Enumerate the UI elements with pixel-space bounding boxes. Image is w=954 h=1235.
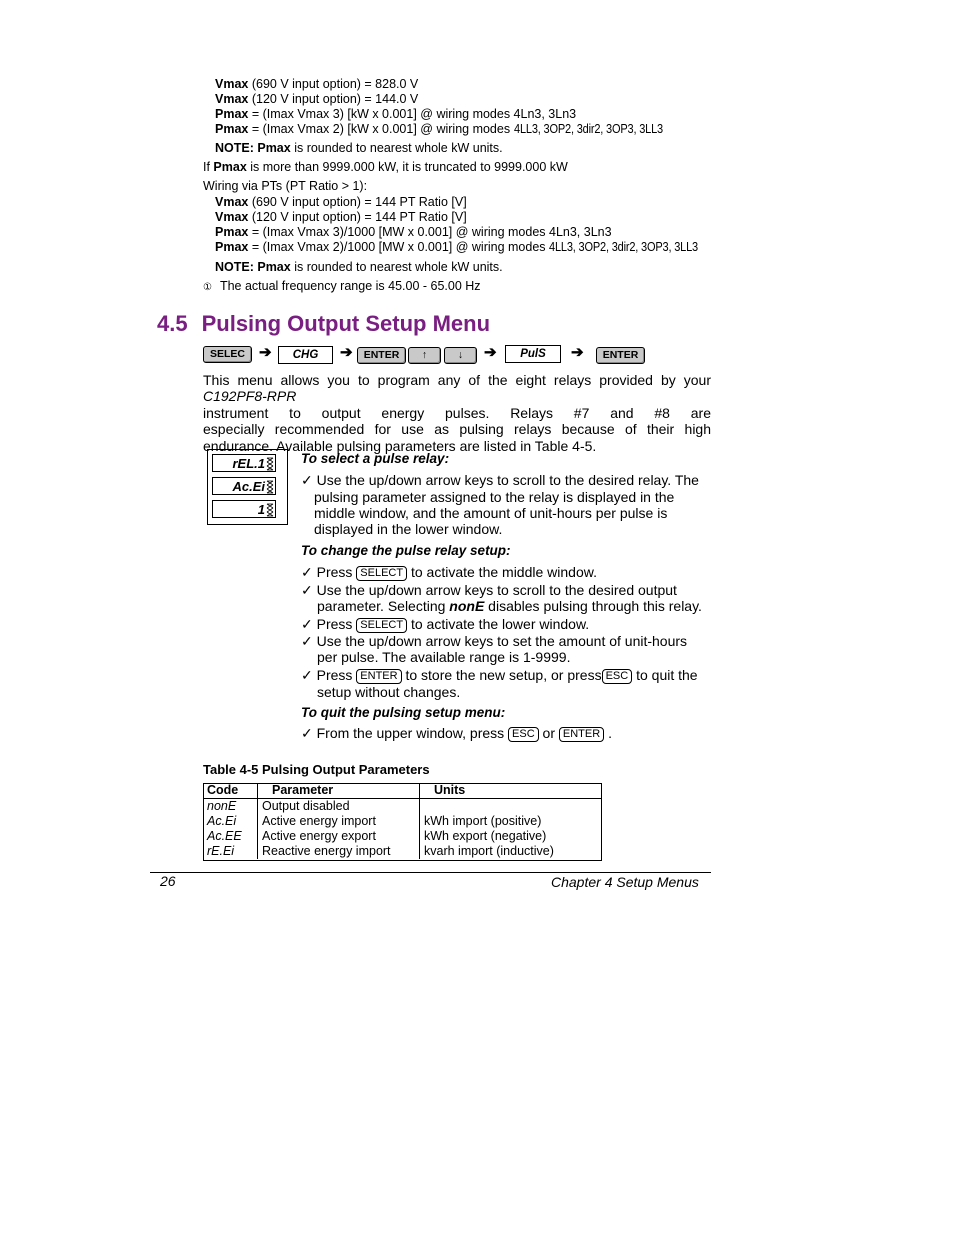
puls-box: PulS (505, 345, 561, 363)
down-arrow-icon: ↓ (457, 349, 464, 361)
change-step-2-cont: parameter. Selecting nonE disables pulsing through this relay. (317, 598, 702, 614)
right-arrow-icon: ➔ (259, 344, 272, 361)
table-row (203, 799, 601, 815)
note-rounding-1: NOTE: Pmax is rounded to nearest whole kW units. (215, 141, 503, 155)
header-code: Code (203, 783, 258, 799)
scroll-updown-icon (266, 503, 274, 517)
scroll-updown-icon (266, 457, 274, 471)
pulsing-parameters-table (203, 783, 601, 859)
select-relay-step-cont: displayed in the lower window. (314, 521, 503, 537)
header-parameter: Parameter (258, 783, 420, 799)
right-arrow-icon: ➔ (484, 344, 497, 361)
enter-key[interactable]: ENTER (559, 727, 604, 742)
units-cell: kWh import (positive) (424, 814, 542, 828)
change-step-1: ✓ Press SELECT to activate the middle window. (301, 564, 597, 580)
enter-key[interactable]: ENTER (596, 347, 645, 364)
select-relay-step-cont: middle window, and the amount of unit-hours per pulse is (314, 505, 668, 521)
right-arrow-icon: ➔ (571, 344, 584, 361)
enter-key[interactable]: ENTER (357, 347, 406, 364)
code-cell: Ac.Ei (203, 814, 258, 829)
select-key[interactable]: SELECT (356, 566, 407, 581)
table-caption: Table 4-5 Pulsing Output Parameters (203, 762, 430, 777)
chapter-label: Chapter 4 Setup Menus (551, 874, 699, 890)
vmax-690-line: Vmax (690 V input option) = 828.0 V (215, 77, 419, 91)
up-arrow-key[interactable] (408, 347, 441, 364)
display-upper-window: rEL.1 (212, 454, 276, 472)
chg-box: CHG (278, 346, 333, 364)
section-heading: 4.5 Pulsing Output Setup Menu (157, 311, 491, 336)
units-cell: kWh export (negative) (424, 829, 547, 843)
display-middle-window: Ac.Ei (212, 477, 276, 495)
esc-key[interactable]: ESC (508, 727, 539, 742)
truncation-line: If Pmax is more than 9999.000 kW, it is truncated to 9999.000 kW (203, 160, 568, 174)
code-cell: nonE (203, 799, 258, 815)
pmax-3-line: Pmax = (Imax Vmax 3) [kW x 0.001] @ wiring modes 4Ln3, 3Ln3 (215, 107, 577, 121)
change-step-4: ✓ Use the up/down arrow keys to set the amount of unit-hours (301, 633, 688, 649)
parameter-cell: Active energy export (258, 829, 420, 844)
table-row (203, 829, 601, 844)
vmax-120-line: Vmax (120 V input option) = 144.0 V (215, 92, 419, 106)
pmax-2-line: Pmax = (Imax Vmax 2) [kW x 0.001] @ wiring modes 4LL3, 3OP2, 3dir2, 3OP3, 3LL3 (215, 122, 663, 136)
selec-key[interactable]: SELEC (203, 346, 252, 363)
down-arrow-key[interactable] (444, 347, 477, 364)
frequency-footnote: ① The actual frequency range is 45.00 - 65.00 Hz (203, 279, 481, 293)
select-relay-step-cont: pulsing parameter assigned to the relay is displayed in the (314, 489, 675, 505)
select-relay-heading: To select a pulse relay: (301, 451, 450, 466)
change-step-5-cont: setup without changes. (317, 684, 461, 700)
code-cell: Ac.EE (203, 829, 258, 844)
change-step-5: ✓ Press ENTER to store the new setup, or press ESC to quit the (301, 667, 698, 683)
footer-rule (150, 872, 711, 873)
change-step-2: ✓ Use the up/down arrow keys to scroll to the desired output (301, 582, 677, 598)
intro-paragraph: This menu allows you to program any of the eight relays provided by your C192PF8-RPR instrument to output energy pulses. Relays #7 and #8 are especially recommended for use as pulsing relays because of their high endurance. Available pulsing parameters are listed in Table 4-5. (203, 372, 711, 454)
select-relay-step: ✓ Use the up/down arrow keys to scroll to the desired relay. The (301, 472, 699, 488)
display-panel (207, 449, 288, 525)
right-arrow-icon: ➔ (340, 344, 353, 361)
parameter-cell: Reactive energy import (258, 844, 420, 859)
table-row (203, 814, 601, 829)
table-row (203, 844, 601, 859)
parameter-cell: Active energy import (258, 814, 420, 829)
code-cell: rE.Ei (203, 844, 258, 859)
table-header-row (203, 783, 601, 799)
quit-step: ✓ From the upper window, press ESC or ENTER . (301, 725, 612, 741)
esc-key[interactable]: ESC (602, 669, 633, 684)
vmax-690-pt-line: Vmax (690 V input option) = 144 PT Ratio [V] (215, 195, 467, 209)
wiring-pts-line: Wiring via PTs (PT Ratio > 1): (203, 179, 368, 193)
display-lower-window: 1 (212, 500, 276, 518)
units-cell: kvarh import (inductive) (424, 844, 554, 858)
note-rounding-2: NOTE: Pmax is rounded to nearest whole kW units. (215, 260, 503, 274)
header-units: Units (420, 783, 602, 799)
up-arrow-icon: ↑ (421, 349, 428, 361)
pmax-2-pt-line: Pmax = (Imax Vmax 2)/1000 [MW x 0.001] @ wiring modes 4LL3, 3OP2, 3dir2, 3OP3, 3LL3 (215, 240, 699, 254)
pmax-3-pt-line: Pmax = (Imax Vmax 3)/1000 [MW x 0.001] @ wiring modes 4Ln3, 3Ln3 (215, 225, 612, 239)
quit-menu-heading: To quit the pulsing setup menu: (301, 705, 506, 720)
enter-key[interactable]: ENTER (356, 669, 401, 684)
select-key[interactable]: SELECT (356, 618, 407, 633)
scroll-updown-icon (266, 480, 274, 494)
page-number: 26 (160, 873, 176, 889)
change-setup-heading: To change the pulse relay setup: (301, 543, 511, 558)
vmax-120-pt-line: Vmax (120 V input option) = 144 PT Ratio [V] (215, 210, 467, 224)
change-step-4-cont: per pulse. The available range is 1-9999. (317, 649, 571, 665)
units-cell (420, 799, 602, 815)
parameter-cell: Output disabled (258, 799, 420, 815)
change-step-3: ✓ Press SELECT to activate the lower window. (301, 616, 590, 632)
